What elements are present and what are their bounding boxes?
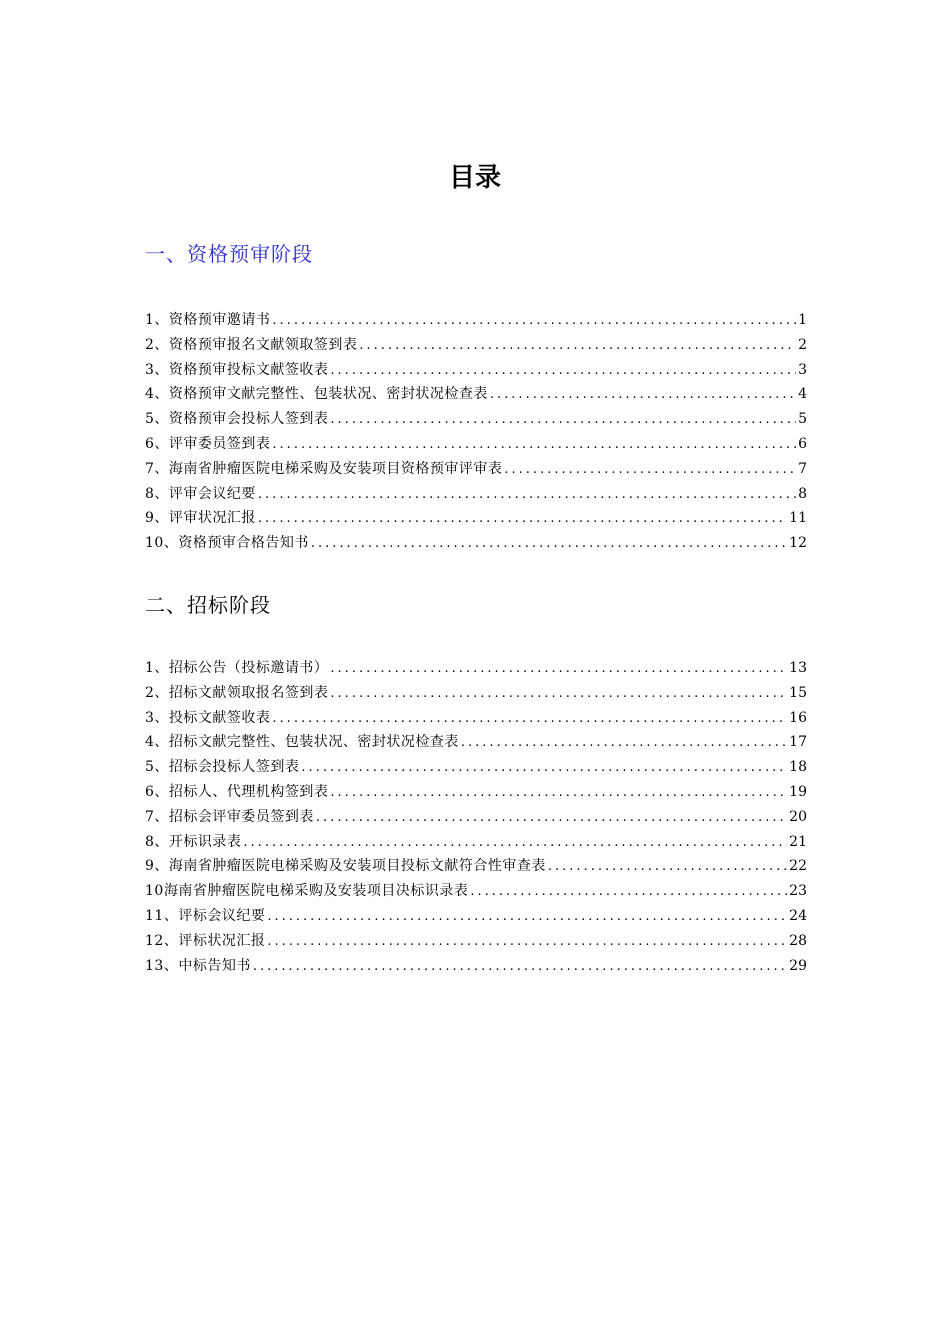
- toc-entry-label: 10、资格预审合格告知书: [145, 535, 309, 552]
- toc-entry-page-number: 12: [789, 535, 807, 552]
- toc-entry-page-number: 19: [789, 783, 807, 800]
- toc-entry-label: 5、资格预审会投标人签到表: [145, 411, 329, 428]
- toc-entry-label: 1、招标公告（投标邀请书）: [145, 660, 329, 676]
- toc-leader-dots: [301, 756, 787, 781]
- toc-leader-dots: [272, 433, 796, 458]
- toc-entry-page-number: 22: [789, 858, 807, 875]
- toc-leader-dots: [330, 359, 796, 384]
- toc-entry[interactable]: [145, 954, 807, 979]
- toc-entry-page-number: 17: [789, 734, 807, 751]
- toc-entry-label: 9、海南省肿瘤医院电梯采购及安装项目投标文献符合性审查表: [145, 858, 546, 875]
- toc-entry[interactable]: [145, 432, 807, 457]
- toc-entry-label: 10海南省肿瘤医院电梯采购及安装项目决标识录表: [145, 883, 469, 900]
- toc-entry[interactable]: [145, 358, 807, 383]
- toc-leader-dots: [253, 955, 787, 980]
- toc-entry-label: 2、资格预审报名文献领取签到表: [145, 336, 358, 353]
- toc-entry-label: 11、评标会议纪要: [145, 907, 266, 924]
- toc-leader-dots: [359, 334, 796, 359]
- toc-entry[interactable]: [145, 506, 807, 531]
- toc-entry-page-number: 1: [798, 312, 807, 328]
- toc-entry-label: 3、资格预审投标文献签收表: [145, 361, 329, 378]
- toc-entry[interactable]: [145, 830, 807, 855]
- toc-entry[interactable]: [145, 457, 807, 482]
- toc-entry-label: 9、评审状况汇报: [145, 510, 256, 527]
- toc-entry[interactable]: [145, 656, 807, 681]
- toc-entry-page-number: 29: [789, 957, 807, 974]
- toc-entry-page-number: 4: [798, 386, 807, 403]
- toc-entry-page-number: 18: [789, 759, 807, 776]
- toc-leader-dots: [461, 731, 787, 756]
- toc-entry-page-number: 21: [789, 833, 807, 850]
- toc-entry[interactable]: [145, 531, 807, 556]
- toc-entry[interactable]: [145, 382, 807, 407]
- toc-list-prequalification: [145, 308, 807, 556]
- toc-entry[interactable]: [145, 854, 807, 879]
- toc-entry-page-number: 5: [798, 411, 807, 428]
- toc-leader-dots: [504, 458, 796, 483]
- toc-entry-page-number: 20: [789, 808, 807, 825]
- toc-entry[interactable]: [145, 904, 807, 929]
- toc-leader-dots: [272, 707, 787, 732]
- toc-entry-page-number: 7: [798, 460, 807, 477]
- toc-leader-dots: [243, 831, 787, 856]
- toc-entry-label: 3、投标文献签收表: [145, 709, 271, 726]
- toc-leader-dots: [272, 309, 796, 334]
- toc-leader-dots: [316, 806, 787, 831]
- toc-leader-dots: [330, 781, 787, 806]
- toc-entry-label: 7、海南省肿瘤医院电梯采购及安装项目资格预审评审表: [145, 460, 503, 477]
- toc-entry-label: 4、资格预审文献完整性、包装状况、密封状况检查表: [145, 386, 488, 403]
- toc-leader-dots: [330, 408, 796, 433]
- toc-entry-label: 7、招标会评审委员签到表: [145, 808, 314, 825]
- toc-entry[interactable]: [145, 805, 807, 830]
- toc-leader-dots: [311, 532, 787, 557]
- toc-entry-label: 13、中标告知书: [145, 957, 251, 974]
- toc-entry[interactable]: [145, 780, 807, 805]
- toc-leader-dots: [258, 507, 787, 532]
- toc-entry[interactable]: [145, 706, 807, 731]
- toc-entry-label: 4、招标文献完整性、包装状况、密封状况检查表: [145, 734, 459, 751]
- toc-entry[interactable]: [145, 929, 807, 954]
- toc-list-tendering: [145, 656, 807, 978]
- toc-entry[interactable]: [145, 879, 807, 904]
- toc-entry-page-number: 6: [798, 435, 807, 452]
- toc-leader-dots: [258, 483, 796, 508]
- toc-leader-dots: [267, 905, 787, 930]
- toc-entry-page-number: 16: [789, 709, 807, 726]
- toc-leader-dots: [490, 383, 796, 408]
- toc-entry-label: 2、招标文献领取报名签到表: [145, 684, 329, 701]
- toc-entry[interactable]: [145, 482, 807, 507]
- toc-leader-dots: [470, 880, 787, 905]
- section-heading-tendering: 二、招标阶段: [145, 593, 271, 617]
- toc-entry-label: 1、资格预审邀请书: [145, 312, 271, 328]
- toc-leader-dots: [330, 682, 787, 707]
- toc-entry-page-number: 28: [789, 932, 807, 949]
- toc-entry-label: 12、评标状况汇报: [145, 932, 266, 949]
- toc-entry[interactable]: [145, 333, 807, 358]
- toc-entry[interactable]: [145, 407, 807, 432]
- toc-entry[interactable]: [145, 755, 807, 780]
- toc-entry-label: 8、评审会议纪要: [145, 485, 256, 502]
- toc-entry-label: 8、开标识录表: [145, 833, 242, 850]
- toc-entry-page-number: 8: [798, 485, 807, 502]
- toc-entry-page-number: 23: [789, 883, 807, 900]
- toc-entry-page-number: 24: [789, 907, 807, 924]
- toc-entry[interactable]: [145, 730, 807, 755]
- toc-leader-dots: [267, 930, 787, 955]
- toc-entry-page-number: 3: [798, 361, 807, 378]
- toc-entry-page-number: 11: [789, 510, 807, 527]
- section-heading-prequalification: 一、资格预审阶段: [145, 242, 313, 266]
- toc-entry-label: 6、评审委员签到表: [145, 435, 271, 452]
- toc-leader-dots: [330, 657, 787, 682]
- toc-entry-label: 5、招标会投标人签到表: [145, 759, 300, 776]
- toc-entry[interactable]: [145, 308, 807, 333]
- page-title: 目录: [448, 163, 501, 193]
- toc-entry-label: 6、招标人、代理机构签到表: [145, 783, 329, 800]
- toc-leader-dots: [548, 855, 787, 880]
- toc-entry[interactable]: [145, 681, 807, 706]
- toc-entry-page-number: 2: [798, 336, 807, 353]
- toc-entry-page-number: 15: [789, 684, 807, 701]
- toc-entry-page-number: 13: [789, 660, 807, 676]
